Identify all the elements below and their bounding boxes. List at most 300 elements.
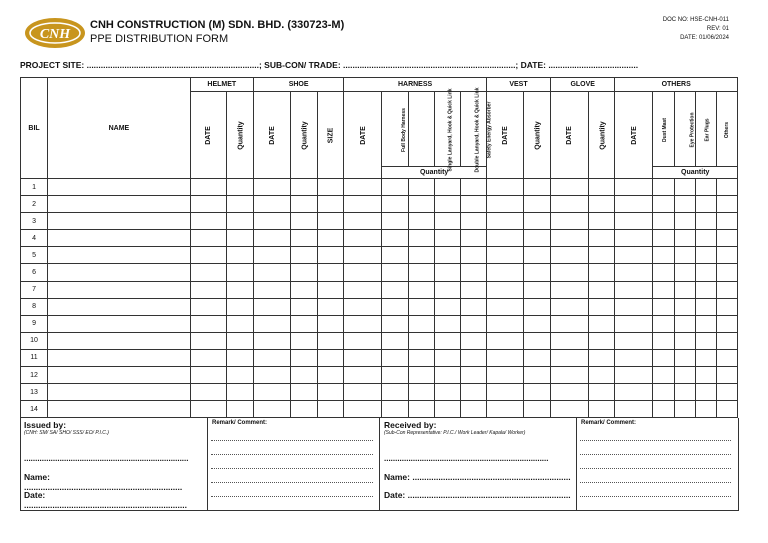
name-cell[interactable] bbox=[48, 179, 191, 196]
entry-cell[interactable] bbox=[695, 332, 716, 349]
entry-cell[interactable] bbox=[716, 196, 737, 213]
entry-cell[interactable] bbox=[253, 247, 290, 264]
entry-cell[interactable] bbox=[486, 349, 523, 366]
entry-cell[interactable] bbox=[551, 247, 589, 264]
shoe-qty-header: Quantity bbox=[291, 92, 318, 179]
entry-cell[interactable] bbox=[695, 367, 716, 384]
glove-qty-header: Quantity bbox=[589, 92, 615, 179]
entry-cell[interactable] bbox=[344, 264, 382, 281]
entry-cell[interactable] bbox=[226, 264, 253, 281]
entry-cell[interactable] bbox=[460, 230, 486, 247]
entry-cell[interactable] bbox=[344, 401, 382, 418]
entry-cell[interactable] bbox=[226, 281, 253, 298]
entry-cell[interactable] bbox=[291, 367, 318, 384]
entry-cell[interactable] bbox=[344, 247, 382, 264]
entry-cell[interactable] bbox=[615, 367, 653, 384]
name-cell[interactable] bbox=[48, 213, 191, 230]
name-cell[interactable] bbox=[48, 230, 191, 247]
entry-cell[interactable] bbox=[674, 281, 695, 298]
entry-cell[interactable] bbox=[226, 384, 253, 401]
entry-cell[interactable] bbox=[318, 401, 344, 418]
entry-cell[interactable] bbox=[615, 349, 653, 366]
entry-cell[interactable] bbox=[226, 401, 253, 418]
entry-cell[interactable] bbox=[615, 213, 653, 230]
entry-cell[interactable] bbox=[382, 230, 408, 247]
entry-cell[interactable] bbox=[615, 298, 653, 315]
entry-cell[interactable] bbox=[226, 332, 253, 349]
entry-cell[interactable] bbox=[486, 281, 523, 298]
entry-cell[interactable] bbox=[460, 367, 486, 384]
entry-cell[interactable] bbox=[190, 213, 226, 230]
entry-cell[interactable] bbox=[190, 349, 226, 366]
entry-cell[interactable] bbox=[551, 264, 589, 281]
entry-cell[interactable] bbox=[408, 179, 434, 196]
entry-cell[interactable] bbox=[653, 315, 674, 332]
entry-cell[interactable] bbox=[318, 367, 344, 384]
table-row bbox=[21, 367, 738, 384]
entry-cell[interactable] bbox=[589, 401, 615, 418]
entry-cell[interactable] bbox=[434, 196, 460, 213]
entry-cell[interactable] bbox=[226, 247, 253, 264]
entry-cell[interactable] bbox=[674, 264, 695, 281]
entry-cell[interactable] bbox=[382, 179, 408, 196]
entry-cell[interactable] bbox=[716, 247, 737, 264]
entry-cell[interactable] bbox=[716, 332, 737, 349]
entry-cell[interactable] bbox=[523, 367, 550, 384]
entry-cell[interactable] bbox=[523, 247, 550, 264]
entry-cell[interactable] bbox=[589, 367, 615, 384]
entry-cell[interactable] bbox=[253, 281, 290, 298]
received-sign-line[interactable]: .......................................................................... bbox=[384, 454, 549, 463]
entry-cell[interactable] bbox=[382, 384, 408, 401]
entry-cell[interactable] bbox=[716, 367, 737, 384]
entry-cell[interactable] bbox=[382, 264, 408, 281]
entry-cell[interactable] bbox=[190, 196, 226, 213]
entry-cell[interactable] bbox=[190, 281, 226, 298]
entry-cell[interactable] bbox=[253, 315, 290, 332]
entry-cell[interactable] bbox=[653, 401, 674, 418]
entry-cell[interactable] bbox=[226, 179, 253, 196]
entry-cell[interactable] bbox=[615, 384, 653, 401]
name-cell[interactable] bbox=[48, 298, 191, 315]
entry-cell[interactable] bbox=[695, 196, 716, 213]
entry-cell[interactable] bbox=[382, 247, 408, 264]
entry-cell[interactable] bbox=[716, 281, 737, 298]
name-cell[interactable] bbox=[48, 315, 191, 332]
entry-cell[interactable] bbox=[523, 332, 550, 349]
entry-cell[interactable] bbox=[291, 298, 318, 315]
entry-cell[interactable] bbox=[253, 384, 290, 401]
entry-cell[interactable] bbox=[291, 196, 318, 213]
entry-cell[interactable] bbox=[434, 247, 460, 264]
entry-cell[interactable] bbox=[716, 179, 737, 196]
entry-cell[interactable] bbox=[190, 230, 226, 247]
entry-cell[interactable] bbox=[615, 281, 653, 298]
entry-cell[interactable] bbox=[344, 213, 382, 230]
entry-cell[interactable] bbox=[551, 384, 589, 401]
row-number: 8 bbox=[21, 298, 48, 315]
name-cell[interactable] bbox=[48, 264, 191, 281]
entry-cell[interactable] bbox=[226, 213, 253, 230]
entry-cell[interactable] bbox=[382, 315, 408, 332]
entry-cell[interactable] bbox=[460, 298, 486, 315]
entry-cell[interactable] bbox=[318, 332, 344, 349]
entry-cell[interactable] bbox=[408, 349, 434, 366]
entry-cell[interactable] bbox=[551, 367, 589, 384]
name-cell[interactable] bbox=[48, 384, 191, 401]
name-cell[interactable] bbox=[48, 367, 191, 384]
entry-cell[interactable] bbox=[460, 247, 486, 264]
entry-cell[interactable] bbox=[653, 367, 674, 384]
entry-cell[interactable] bbox=[318, 315, 344, 332]
entry-cell[interactable] bbox=[291, 179, 318, 196]
entry-cell[interactable] bbox=[674, 230, 695, 247]
entry-cell[interactable] bbox=[344, 315, 382, 332]
entry-cell[interactable] bbox=[460, 179, 486, 196]
entry-cell[interactable] bbox=[318, 247, 344, 264]
entry-cell[interactable] bbox=[434, 179, 460, 196]
entry-cell[interactable] bbox=[382, 401, 408, 418]
entry-cell[interactable] bbox=[716, 401, 737, 418]
entry-cell[interactable] bbox=[695, 247, 716, 264]
entry-cell[interactable] bbox=[653, 247, 674, 264]
entry-cell[interactable] bbox=[716, 213, 737, 230]
entry-cell[interactable] bbox=[253, 264, 290, 281]
entry-cell[interactable] bbox=[226, 315, 253, 332]
entry-cell[interactable] bbox=[551, 315, 589, 332]
entry-cell[interactable] bbox=[653, 384, 674, 401]
entry-cell[interactable] bbox=[408, 264, 434, 281]
entry-cell[interactable] bbox=[460, 315, 486, 332]
entry-cell[interactable] bbox=[434, 332, 460, 349]
name-cell[interactable] bbox=[48, 196, 191, 213]
entry-cell[interactable] bbox=[408, 315, 434, 332]
entry-cell[interactable] bbox=[190, 247, 226, 264]
entry-cell[interactable] bbox=[523, 298, 550, 315]
entry-cell[interactable] bbox=[408, 332, 434, 349]
entry-cell[interactable] bbox=[226, 196, 253, 213]
name-cell[interactable] bbox=[48, 247, 191, 264]
entry-cell[interactable] bbox=[253, 196, 290, 213]
entry-cell[interactable] bbox=[434, 349, 460, 366]
entry-cell[interactable] bbox=[486, 179, 523, 196]
entry-cell[interactable] bbox=[291, 401, 318, 418]
entry-cell[interactable] bbox=[190, 179, 226, 196]
entry-cell[interactable] bbox=[190, 384, 226, 401]
entry-cell[interactable] bbox=[674, 196, 695, 213]
entry-cell[interactable] bbox=[190, 264, 226, 281]
entry-cell[interactable] bbox=[382, 281, 408, 298]
entry-cell[interactable] bbox=[382, 213, 408, 230]
entry-cell[interactable] bbox=[653, 298, 674, 315]
entry-cell[interactable] bbox=[253, 179, 290, 196]
entry-cell[interactable] bbox=[291, 230, 318, 247]
entry-cell[interactable] bbox=[551, 281, 589, 298]
entry-cell[interactable] bbox=[408, 298, 434, 315]
entry-cell[interactable] bbox=[344, 384, 382, 401]
entry-cell[interactable] bbox=[695, 230, 716, 247]
entry-cell[interactable] bbox=[344, 179, 382, 196]
entry-cell[interactable] bbox=[434, 264, 460, 281]
entry-cell[interactable] bbox=[551, 230, 589, 247]
entry-cell[interactable] bbox=[318, 281, 344, 298]
entry-cell[interactable] bbox=[190, 332, 226, 349]
entry-cell[interactable] bbox=[615, 332, 653, 349]
entry-cell[interactable] bbox=[253, 349, 290, 366]
entry-cell[interactable] bbox=[674, 332, 695, 349]
row-number: 5 bbox=[21, 247, 48, 264]
entry-cell[interactable] bbox=[344, 349, 382, 366]
entry-cell[interactable] bbox=[674, 384, 695, 401]
entry-cell[interactable] bbox=[253, 230, 290, 247]
entry-cell[interactable] bbox=[589, 179, 615, 196]
issued-remark-block[interactable] bbox=[208, 418, 379, 510]
entry-cell[interactable] bbox=[615, 230, 653, 247]
entry-cell[interactable] bbox=[589, 298, 615, 315]
entry-cell[interactable] bbox=[695, 179, 716, 196]
entry-cell[interactable] bbox=[551, 213, 589, 230]
entry-cell[interactable] bbox=[523, 281, 550, 298]
entry-cell[interactable] bbox=[344, 298, 382, 315]
entry-cell[interactable] bbox=[318, 196, 344, 213]
entry-cell[interactable] bbox=[486, 230, 523, 247]
entry-cell[interactable] bbox=[318, 179, 344, 196]
entry-cell[interactable] bbox=[486, 332, 523, 349]
entry-cell[interactable] bbox=[226, 230, 253, 247]
entry-cell[interactable] bbox=[344, 196, 382, 213]
received-remark-block[interactable] bbox=[577, 418, 737, 510]
name-cell[interactable] bbox=[48, 281, 191, 298]
entry-cell[interactable] bbox=[589, 196, 615, 213]
received-by-block bbox=[384, 418, 574, 510]
entry-cell[interactable] bbox=[408, 213, 434, 230]
entry-cell[interactable] bbox=[523, 196, 550, 213]
entry-cell[interactable] bbox=[226, 367, 253, 384]
entry-cell[interactable] bbox=[382, 298, 408, 315]
name-cell[interactable] bbox=[48, 401, 191, 418]
entry-cell[interactable] bbox=[226, 298, 253, 315]
entry-cell[interactable] bbox=[291, 315, 318, 332]
entry-cell[interactable] bbox=[589, 349, 615, 366]
entry-cell[interactable] bbox=[434, 281, 460, 298]
entry-cell[interactable] bbox=[408, 384, 434, 401]
issued-name-field[interactable]: Name: ................................................................... bbox=[24, 472, 183, 492]
entry-cell[interactable] bbox=[551, 401, 589, 418]
entry-cell[interactable] bbox=[653, 281, 674, 298]
entry-cell[interactable] bbox=[615, 247, 653, 264]
entry-cell[interactable] bbox=[253, 298, 290, 315]
entry-cell[interactable] bbox=[460, 332, 486, 349]
entry-cell[interactable] bbox=[653, 230, 674, 247]
entry-cell[interactable] bbox=[408, 367, 434, 384]
entry-cell[interactable] bbox=[460, 264, 486, 281]
entry-cell[interactable] bbox=[434, 367, 460, 384]
entry-cell[interactable] bbox=[486, 384, 523, 401]
entry-cell[interactable] bbox=[408, 401, 434, 418]
entry-cell[interactable] bbox=[674, 401, 695, 418]
entry-cell[interactable] bbox=[615, 264, 653, 281]
entry-cell[interactable] bbox=[653, 332, 674, 349]
entry-cell[interactable] bbox=[695, 264, 716, 281]
entry-cell[interactable] bbox=[253, 213, 290, 230]
entry-cell[interactable] bbox=[589, 384, 615, 401]
entry-cell[interactable] bbox=[523, 213, 550, 230]
entry-cell[interactable] bbox=[190, 298, 226, 315]
entry-cell[interactable] bbox=[674, 315, 695, 332]
entry-cell[interactable] bbox=[589, 213, 615, 230]
entry-cell[interactable] bbox=[344, 230, 382, 247]
entry-cell[interactable] bbox=[318, 349, 344, 366]
entry-cell[interactable] bbox=[653, 196, 674, 213]
entry-cell[interactable] bbox=[653, 179, 674, 196]
issued-sign-line[interactable]: .......................................................................... bbox=[24, 454, 189, 463]
entry-cell[interactable] bbox=[318, 298, 344, 315]
entry-cell[interactable] bbox=[695, 298, 716, 315]
entry-cell[interactable] bbox=[674, 213, 695, 230]
entry-cell[interactable] bbox=[344, 281, 382, 298]
entry-cell[interactable] bbox=[382, 349, 408, 366]
entry-cell[interactable] bbox=[589, 230, 615, 247]
entry-cell[interactable] bbox=[523, 179, 550, 196]
entry-cell[interactable] bbox=[716, 315, 737, 332]
entry-cell[interactable] bbox=[382, 367, 408, 384]
entry-cell[interactable] bbox=[615, 179, 653, 196]
entry-cell[interactable] bbox=[291, 281, 318, 298]
entry-cell[interactable] bbox=[589, 247, 615, 264]
entry-cell[interactable] bbox=[434, 230, 460, 247]
entry-cell[interactable] bbox=[434, 213, 460, 230]
entry-cell[interactable] bbox=[523, 315, 550, 332]
entry-cell[interactable] bbox=[486, 298, 523, 315]
entry-cell[interactable] bbox=[291, 332, 318, 349]
received-name-field[interactable]: Name: ................................................................... bbox=[384, 472, 571, 482]
entry-cell[interactable] bbox=[408, 230, 434, 247]
name-cell[interactable] bbox=[48, 332, 191, 349]
entry-cell[interactable] bbox=[716, 298, 737, 315]
entry-cell[interactable] bbox=[551, 298, 589, 315]
received-date-field[interactable]: Date: ..................................................................... bbox=[384, 490, 571, 500]
entry-cell[interactable] bbox=[382, 196, 408, 213]
entry-cell[interactable] bbox=[291, 264, 318, 281]
entry-cell[interactable] bbox=[291, 247, 318, 264]
entry-cell[interactable] bbox=[486, 213, 523, 230]
entry-cell[interactable] bbox=[653, 213, 674, 230]
entry-cell[interactable] bbox=[615, 196, 653, 213]
entry-cell[interactable] bbox=[523, 230, 550, 247]
entry-cell[interactable] bbox=[460, 281, 486, 298]
entry-cell[interactable] bbox=[589, 332, 615, 349]
entry-cell[interactable] bbox=[523, 384, 550, 401]
entry-cell[interactable] bbox=[291, 349, 318, 366]
entry-cell[interactable] bbox=[486, 247, 523, 264]
entry-cell[interactable] bbox=[551, 332, 589, 349]
entry-cell[interactable] bbox=[190, 315, 226, 332]
entry-cell[interactable] bbox=[653, 349, 674, 366]
entry-cell[interactable] bbox=[226, 349, 253, 366]
issued-date-field[interactable]: Date: ..................................................................... bbox=[24, 490, 187, 510]
entry-cell[interactable] bbox=[253, 332, 290, 349]
entry-cell[interactable] bbox=[523, 264, 550, 281]
entry-cell[interactable] bbox=[318, 384, 344, 401]
received-remark-label: Remark/ Comment: bbox=[581, 420, 637, 426]
shoe-header: SHOE bbox=[253, 78, 343, 92]
entry-cell[interactable] bbox=[589, 315, 615, 332]
entry-cell[interactable] bbox=[408, 281, 434, 298]
entry-cell[interactable] bbox=[695, 384, 716, 401]
entry-cell[interactable] bbox=[486, 367, 523, 384]
entry-cell[interactable] bbox=[460, 213, 486, 230]
entry-cell[interactable] bbox=[486, 264, 523, 281]
entry-cell[interactable] bbox=[434, 384, 460, 401]
entry-cell[interactable] bbox=[318, 264, 344, 281]
entry-cell[interactable] bbox=[695, 349, 716, 366]
entry-cell[interactable] bbox=[551, 179, 589, 196]
entry-cell[interactable] bbox=[460, 401, 486, 418]
entry-cell[interactable] bbox=[486, 401, 523, 418]
entry-cell[interactable] bbox=[253, 401, 290, 418]
entry-cell[interactable] bbox=[460, 384, 486, 401]
entry-cell[interactable] bbox=[291, 384, 318, 401]
bil-header: BIL bbox=[21, 78, 48, 179]
entry-cell[interactable] bbox=[695, 401, 716, 418]
entry-cell[interactable] bbox=[486, 196, 523, 213]
entry-cell[interactable] bbox=[589, 281, 615, 298]
row-number: 2 bbox=[21, 196, 48, 213]
entry-cell[interactable] bbox=[460, 196, 486, 213]
entry-cell[interactable] bbox=[523, 349, 550, 366]
entry-cell[interactable] bbox=[674, 247, 695, 264]
entry-cell[interactable] bbox=[716, 264, 737, 281]
entry-cell[interactable] bbox=[253, 367, 290, 384]
entry-cell[interactable] bbox=[291, 213, 318, 230]
entry-cell[interactable] bbox=[695, 281, 716, 298]
entry-cell[interactable] bbox=[551, 349, 589, 366]
entry-cell[interactable] bbox=[434, 401, 460, 418]
entry-cell[interactable] bbox=[408, 247, 434, 264]
entry-cell[interactable] bbox=[190, 401, 226, 418]
entry-cell[interactable] bbox=[615, 315, 653, 332]
entry-cell[interactable] bbox=[460, 349, 486, 366]
entry-cell[interactable] bbox=[674, 179, 695, 196]
table-row bbox=[21, 401, 738, 418]
name-cell[interactable] bbox=[48, 349, 191, 366]
entry-cell[interactable] bbox=[344, 367, 382, 384]
entry-cell[interactable] bbox=[486, 315, 523, 332]
entry-cell[interactable] bbox=[695, 315, 716, 332]
entry-cell[interactable] bbox=[674, 298, 695, 315]
entry-cell[interactable] bbox=[716, 384, 737, 401]
entry-cell[interactable] bbox=[674, 367, 695, 384]
entry-cell[interactable] bbox=[408, 196, 434, 213]
harness-item-header: Single Lanyard, Hook & Quick Link bbox=[408, 92, 434, 167]
entry-cell[interactable] bbox=[716, 230, 737, 247]
entry-cell[interactable] bbox=[695, 213, 716, 230]
entry-cell[interactable] bbox=[653, 264, 674, 281]
entry-cell[interactable] bbox=[434, 298, 460, 315]
entry-cell[interactable] bbox=[318, 230, 344, 247]
entry-cell[interactable] bbox=[434, 315, 460, 332]
entry-cell[interactable] bbox=[344, 332, 382, 349]
entry-cell[interactable] bbox=[674, 349, 695, 366]
entry-cell[interactable] bbox=[382, 332, 408, 349]
entry-cell[interactable] bbox=[318, 213, 344, 230]
entry-cell[interactable] bbox=[523, 401, 550, 418]
entry-cell[interactable] bbox=[615, 401, 653, 418]
entry-cell[interactable] bbox=[716, 349, 737, 366]
entry-cell[interactable] bbox=[551, 196, 589, 213]
entry-cell[interactable] bbox=[190, 367, 226, 384]
entry-cell[interactable] bbox=[589, 264, 615, 281]
